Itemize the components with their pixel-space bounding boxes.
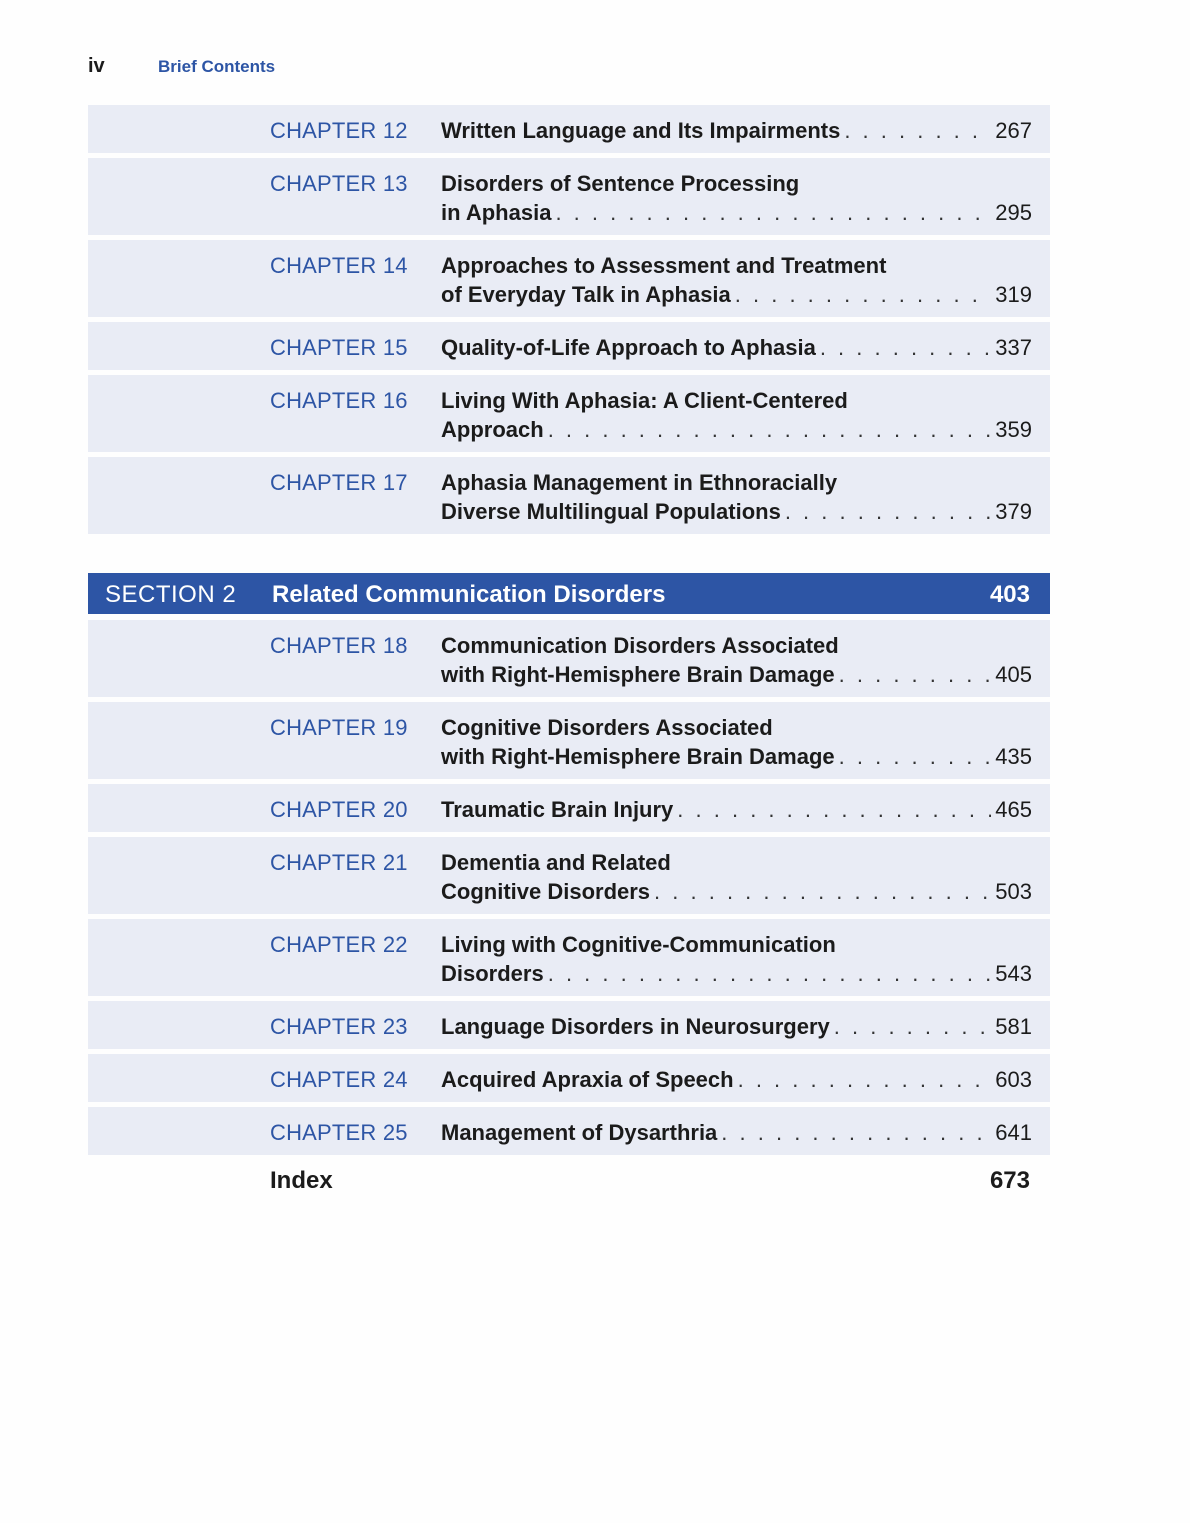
chapter-page: 405 (995, 662, 1032, 687)
index-page: 673 (989, 1167, 1030, 1194)
chapter-title-line2: with Right-Hemisphere Brain Damage (441, 662, 835, 687)
toc-entry[interactable] (88, 620, 1050, 697)
section-1-chapter-list (88, 105, 1050, 539)
chapter-title: Quality-of-Life Approach to Aphasia (441, 335, 816, 360)
page-number: iv (88, 55, 105, 77)
chapter-label: CHAPTER 17 (270, 470, 408, 495)
chapter-title-line1: Living With Aphasia: A Client-Centered (441, 388, 848, 413)
toc-entry[interactable] (88, 1107, 1050, 1155)
section-page: 403 (989, 581, 1030, 608)
dot-leader (548, 961, 992, 987)
chapter-title-leader (441, 499, 1032, 525)
chapter-title-line1: Approaches to Assessment and Treatment (441, 253, 887, 278)
toc-entry[interactable] (88, 457, 1050, 534)
chapter-label: CHAPTER 12 (270, 118, 408, 143)
chapter-title-line1: Dementia and Related (441, 850, 671, 875)
chapter-title-line2: Approach (441, 417, 544, 442)
toc-entry[interactable] (88, 784, 1050, 832)
chapter-label: CHAPTER 13 (270, 171, 408, 196)
running-title: Brief Contents (158, 57, 276, 76)
toc-entry[interactable] (88, 240, 1050, 317)
dot-leader (548, 417, 992, 443)
chapter-page: 465 (995, 797, 1032, 822)
dot-leader (839, 662, 992, 688)
chapter-title-leader (441, 1120, 1032, 1146)
dot-leader (677, 797, 991, 823)
chapter-title-leader (441, 961, 1032, 987)
dot-leader (820, 335, 991, 361)
chapter-title-line1: Communication Disorders Associated (441, 633, 839, 658)
toc-entry[interactable] (88, 322, 1050, 370)
chapter-label: CHAPTER 16 (270, 388, 408, 413)
chapter-title: Language Disorders in Neurosurgery (441, 1014, 830, 1039)
chapter-label: CHAPTER 23 (270, 1014, 408, 1039)
chapter-title-leader (441, 118, 1032, 144)
dot-leader (735, 282, 992, 308)
chapter-title-leader (441, 744, 1032, 770)
chapter-page: 379 (995, 499, 1032, 524)
chapter-label: CHAPTER 20 (270, 797, 408, 822)
chapter-title-leader (441, 282, 1032, 308)
toc-entry[interactable] (88, 105, 1050, 153)
toc-entry[interactable] (88, 837, 1050, 914)
chapter-page: 319 (995, 282, 1032, 307)
chapter-title-leader (441, 417, 1032, 443)
chapter-title: Traumatic Brain Injury (441, 797, 674, 822)
chapter-title-line2: Disorders (441, 961, 544, 986)
dot-leader (839, 744, 992, 770)
section-title: Related Communication Disorders (272, 581, 666, 608)
index-entry[interactable] (88, 1155, 1050, 1203)
toc-entry[interactable] (88, 919, 1050, 996)
chapter-title-line1: Aphasia Management in Ethnoracially (441, 470, 838, 495)
chapter-label: CHAPTER 22 (270, 932, 408, 957)
chapter-page: 359 (995, 417, 1032, 442)
chapter-title-leader (441, 1067, 1032, 1093)
dot-leader (844, 118, 991, 144)
chapter-title-line1: Cognitive Disorders Associated (441, 715, 773, 740)
chapter-title-leader (441, 200, 1032, 226)
chapter-title-line1: Disorders of Sentence Processing (441, 171, 800, 196)
dot-leader (555, 200, 991, 226)
chapter-title-leader (441, 1014, 1032, 1040)
dot-leader (738, 1067, 992, 1093)
chapter-title: Management of Dysarthria (441, 1120, 718, 1145)
chapter-title-line1: Living with Cognitive-Communication (441, 932, 836, 957)
chapter-title: Acquired Apraxia of Speech (441, 1067, 734, 1092)
chapter-title: Written Language and Its Impairments (441, 118, 841, 143)
chapter-page: 435 (995, 744, 1032, 769)
chapter-title-line2: in Aphasia (441, 200, 552, 225)
chapter-page: 543 (995, 961, 1032, 986)
toc-entry[interactable] (88, 1054, 1050, 1102)
chapter-page: 267 (995, 118, 1032, 143)
chapter-label: CHAPTER 18 (270, 633, 408, 658)
chapter-title-leader (441, 797, 1032, 823)
chapter-title-line2: Diverse Multilingual Populations (441, 499, 781, 524)
chapter-label: CHAPTER 25 (270, 1120, 408, 1145)
chapter-title-line2: with Right-Hemisphere Brain Damage (441, 744, 835, 769)
chapter-title-line2: Cognitive Disorders (441, 879, 651, 904)
chapter-page: 603 (995, 1067, 1032, 1092)
toc-entry[interactable] (88, 158, 1050, 235)
section-2-chapter-list (88, 620, 1050, 1160)
chapter-label: CHAPTER 24 (270, 1067, 408, 1092)
chapter-page: 337 (995, 335, 1032, 360)
chapter-page: 581 (995, 1014, 1032, 1039)
chapter-label: CHAPTER 15 (270, 335, 408, 360)
toc-entry[interactable] (88, 1001, 1050, 1049)
chapter-label: CHAPTER 14 (270, 253, 408, 278)
index-label: Index (270, 1167, 333, 1194)
chapter-label: CHAPTER 21 (270, 850, 408, 875)
chapter-title-leader (441, 662, 1032, 688)
toc-entry[interactable] (88, 375, 1050, 452)
section-2-header[interactable] (88, 573, 1050, 614)
chapter-page: 641 (995, 1120, 1032, 1145)
dot-leader (654, 879, 991, 905)
chapter-page: 503 (995, 879, 1032, 904)
chapter-title-leader (441, 335, 1032, 361)
dot-leader (721, 1120, 991, 1146)
chapter-page: 295 (995, 200, 1032, 225)
toc-entry[interactable] (88, 702, 1050, 779)
chapter-title-leader (441, 879, 1032, 905)
chapter-label: CHAPTER 19 (270, 715, 408, 740)
section-label: SECTION 2 (105, 581, 237, 608)
dot-leader (785, 499, 991, 525)
chapter-title-line2: of Everyday Talk in Aphasia (441, 282, 731, 307)
dot-leader (834, 1014, 992, 1040)
